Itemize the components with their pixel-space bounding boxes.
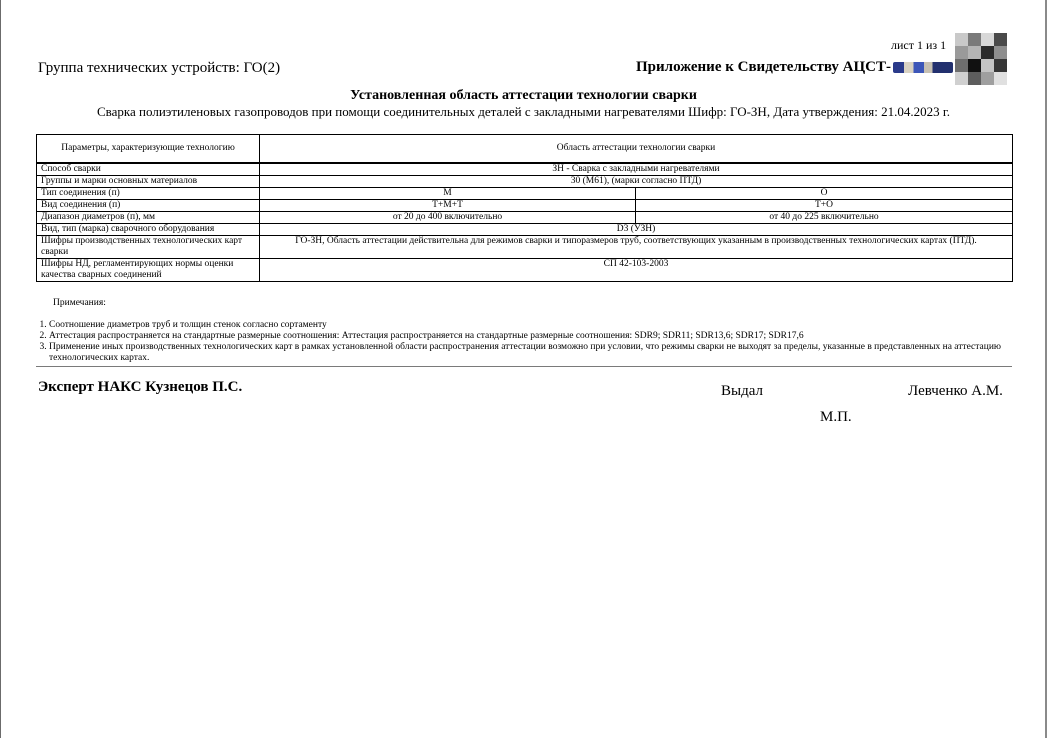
note-item: 2. Аттестация распространяется на стандартные размерные соотношения: Аттестация распространяется на стандартные размерные соотношения: SDR9; SDR11; SDR13,6; SDR17; SDR17,6	[49, 331, 1024, 342]
row-label: Группы и марки основных материалов	[37, 176, 260, 188]
notes-list	[36, 320, 1024, 364]
row-label: Шифры НД, регламентирующих нормы оценки качества сварных соединений	[37, 259, 260, 282]
row-label: Шифры производственных технологических карт сварки	[37, 236, 260, 259]
table-row	[37, 163, 1013, 176]
table-row	[37, 188, 1013, 200]
table-row	[37, 259, 1013, 282]
redacted-certificate-number	[893, 62, 953, 73]
device-group: Группа технических устройств: ГО(2)	[38, 60, 281, 76]
row-label: Способ сварки	[37, 163, 260, 176]
main-title: Установленная область аттестации технологии сварки	[350, 88, 697, 103]
row-value: СП 42-103-2003	[260, 259, 1013, 282]
row-value: 30 (М61), (марки согласно ПТД)	[260, 176, 1013, 188]
table-row	[37, 224, 1013, 236]
subtitle: Сварка полиэтиленовых газопроводов при помощи соединительных деталей с закладными нагревателями Шифр: ГО-ЗН, Дата утверждения: 21.04.2023 г.	[97, 104, 950, 119]
notes-divider	[36, 366, 1012, 367]
sheet-counter: лист 1 из 1	[891, 38, 947, 52]
row-value: ГО-ЗН, Область аттестации действительна для режимов сварки и типоразмеров труб, соответствующих указанным в производственных технологических картах (ПТД).	[260, 236, 1013, 259]
area-column-header: Область аттестации технологии сварки	[260, 135, 1013, 164]
issuer-name: Левченко А.М.	[908, 383, 1003, 399]
row-value: ЗН - Сварка с закладными нагревателями	[260, 163, 1013, 176]
expert-signature: Эксперт НАКС Кузнецов П.С.	[38, 379, 243, 395]
appendix-title-text: Приложение к Свидетельству АЦСТ-	[636, 59, 892, 75]
table-row	[37, 200, 1013, 212]
row-value: О	[636, 188, 1013, 200]
row-label: Вид соединения (п)	[37, 200, 260, 212]
stamp-place: М.П.	[820, 409, 852, 425]
redacted-number-block	[955, 33, 1007, 89]
table-row	[37, 212, 1013, 224]
notes-title: Примечания:	[53, 298, 106, 308]
appendix-title	[636, 59, 953, 76]
attestation-table	[36, 134, 1013, 282]
table-header-row	[37, 135, 1013, 164]
param-column-header: Параметры, характеризующие технологию	[37, 135, 260, 164]
row-value: М	[260, 188, 636, 200]
table-row	[37, 176, 1013, 188]
issued-label: Выдал	[721, 383, 763, 399]
row-value: Т+М+Т	[260, 200, 636, 212]
row-label: Вид, тип (марка) сварочного оборудования	[37, 224, 260, 236]
row-value: D3 (УЗН)	[260, 224, 1013, 236]
row-value: Т+О	[636, 200, 1013, 212]
row-value: от 20 до 400 включительно	[260, 212, 636, 224]
table-row	[37, 236, 1013, 259]
note-item: 1. Соотношение диаметров труб и толщин стенок согласно сортаменту	[49, 320, 1024, 331]
row-value: от 40 до 225 включительно	[636, 212, 1013, 224]
note-item: 3. Применение иных производственных технологических карт в рамках установленной области распространения аттестации возможно при условии, что режимы сварки не выходят за пределы, указанные в представленных на аттестацию технологических картах.	[49, 342, 1024, 364]
row-label: Диапазон диаметров (п), мм	[37, 212, 260, 224]
row-label: Тип соединения (п)	[37, 188, 260, 200]
